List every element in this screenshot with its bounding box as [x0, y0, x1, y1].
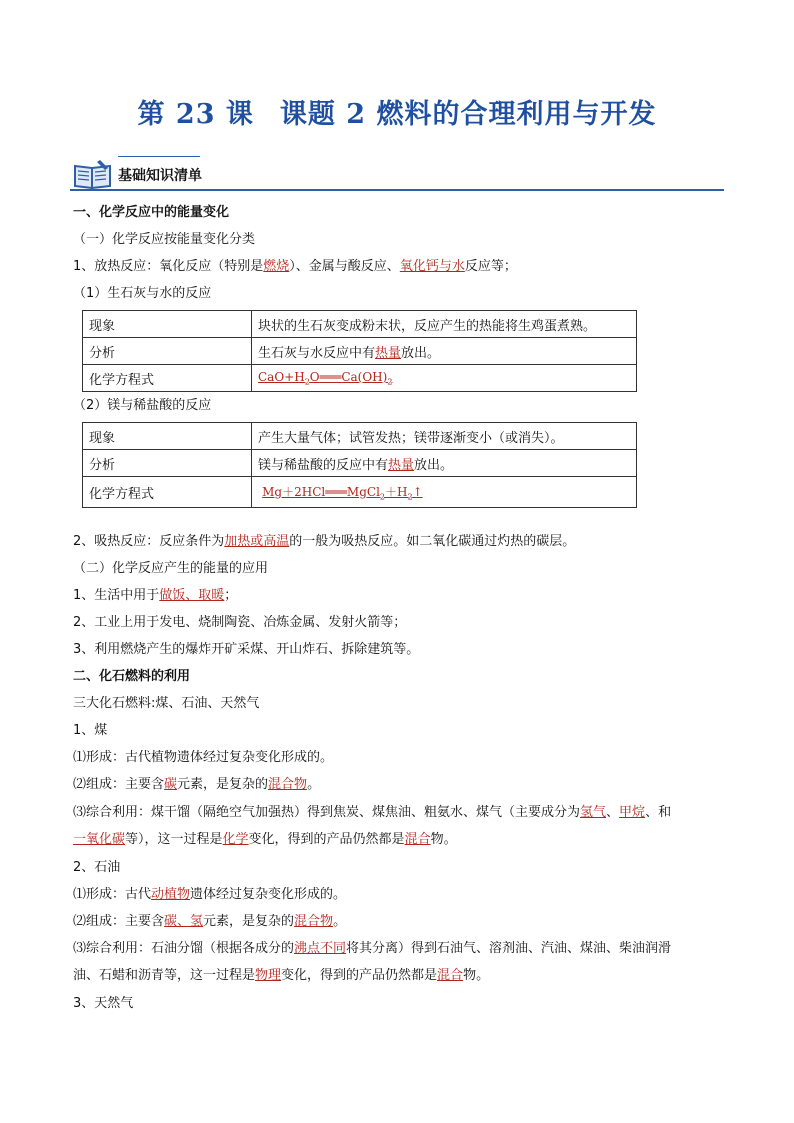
coal-utilization-cont: 一氧化碳等），这一过程是化学变化，得到的产品仍然都是混合物。 — [73, 832, 457, 847]
table-cell: 现象 — [83, 311, 252, 338]
exothermic-line: 1、放热反应：氧化反应（特别是燃烧）、金属与酸反应、氧化钙与水反应等； — [73, 259, 517, 274]
table-cell: 产生大量气体；试管发热；镁带逐渐变小（或消失）。 — [252, 423, 637, 450]
coal-utilization: ⑶综合利用：煤干馏（隔绝空气加强热）得到焦炭、煤焦油、粗氨水、煤气（主要成分为氢气、甲烷、和 — [73, 805, 672, 820]
table-cell: 镁与稀盐酸的反应中有热量放出。 — [252, 450, 637, 477]
table-row — [83, 311, 637, 338]
cao-table — [82, 310, 637, 392]
table-row — [83, 450, 637, 477]
chemical-equation: $CaO+H_2O═══Ca(OH)_2$ — [258, 369, 393, 387]
endothermic-line: 2、吸热反应：反应条件为加热或高温的一般为吸热反应。如二氧化碳通过灼热的碳层。 — [73, 534, 576, 549]
table-cell: 块状的生石灰变成粉末状，反应产生的热能将生鸡蛋煮熟。 — [252, 311, 637, 338]
table-row — [83, 477, 637, 508]
application-line-3: 3、利用燃烧产生的爆炸开矿采煤、开山炸石、拆除建筑等。 — [73, 642, 420, 657]
page-title: 第 23 课 课题 2 燃料的合理利用与开发 — [137, 99, 657, 130]
natural-gas-title: 3、天然气 — [73, 996, 134, 1011]
oil-composition: ⑵组成：主要含碳、氢元素，是复杂的混合物。 — [73, 914, 347, 929]
mg-reaction-title: （2）镁与稀盐酸的反应 — [73, 398, 212, 413]
section-divider — [70, 189, 724, 191]
table-cell — [252, 477, 637, 508]
coal-formation: ⑴形成：古代植物遗体经过复杂变化形成的。 — [73, 750, 334, 765]
section-header — [70, 156, 724, 194]
sub-heading-classification: （一）化学反应按能量变化分类 — [73, 232, 256, 247]
table-cell — [252, 365, 637, 392]
table-cell: 分析 — [83, 450, 252, 477]
sub-heading-application: （二）化学反应产生的能量的应用 — [73, 561, 269, 576]
heading-fossil-fuels: 二、化石燃料的利用 — [73, 669, 191, 684]
table-cell: 分析 — [83, 338, 252, 365]
oil-title: 2、石油 — [73, 860, 121, 875]
oil-formation: ⑴形成：古代动植物遗体经过复杂变化形成的。 — [73, 887, 347, 902]
table-row — [83, 338, 637, 365]
table-row — [83, 423, 637, 450]
cao-reaction-title: （1）生石灰与水的反应 — [73, 286, 212, 301]
chemical-equation: $Mg+2HCl═══MgCl_2+H_2↑$ — [262, 484, 423, 502]
coal-title: 1、煤 — [73, 723, 108, 738]
table-cell: 化学方程式 — [83, 477, 252, 508]
section-label: 基础知识清单 — [118, 168, 202, 184]
fossil-fuels-line: 三大化石燃料:煤、石油、天然气 — [73, 696, 260, 711]
table-row — [83, 365, 637, 392]
application-line-1: 1、生活中用于做饭、取暖； — [73, 588, 238, 603]
application-line-2: 2、工业上用于发电、烧制陶瓷、冶炼金属、发射火箭等； — [73, 615, 407, 630]
coal-composition: ⑵组成：主要含碳元素，是复杂的混合物。 — [73, 777, 321, 792]
heading-energy: 一、化学反应中的能量变化 — [73, 205, 230, 220]
oil-utilization-cont: 油、石蜡和沥青等，这一过程是物理变化，得到的产品仍然都是混合物。 — [73, 968, 490, 983]
table-cell: 生石灰与水反应中有热量放出。 — [252, 338, 637, 365]
table-cell: 化学方程式 — [83, 365, 252, 392]
table-cell: 现象 — [83, 423, 252, 450]
oil-utilization: ⑶综合利用：石油分馏（根据各成分的沸点不同将其分离）得到石油气、溶剂油、汽油、煤油、柴油润滑 — [73, 941, 672, 956]
mg-table — [82, 422, 637, 508]
book-icon — [72, 158, 114, 190]
